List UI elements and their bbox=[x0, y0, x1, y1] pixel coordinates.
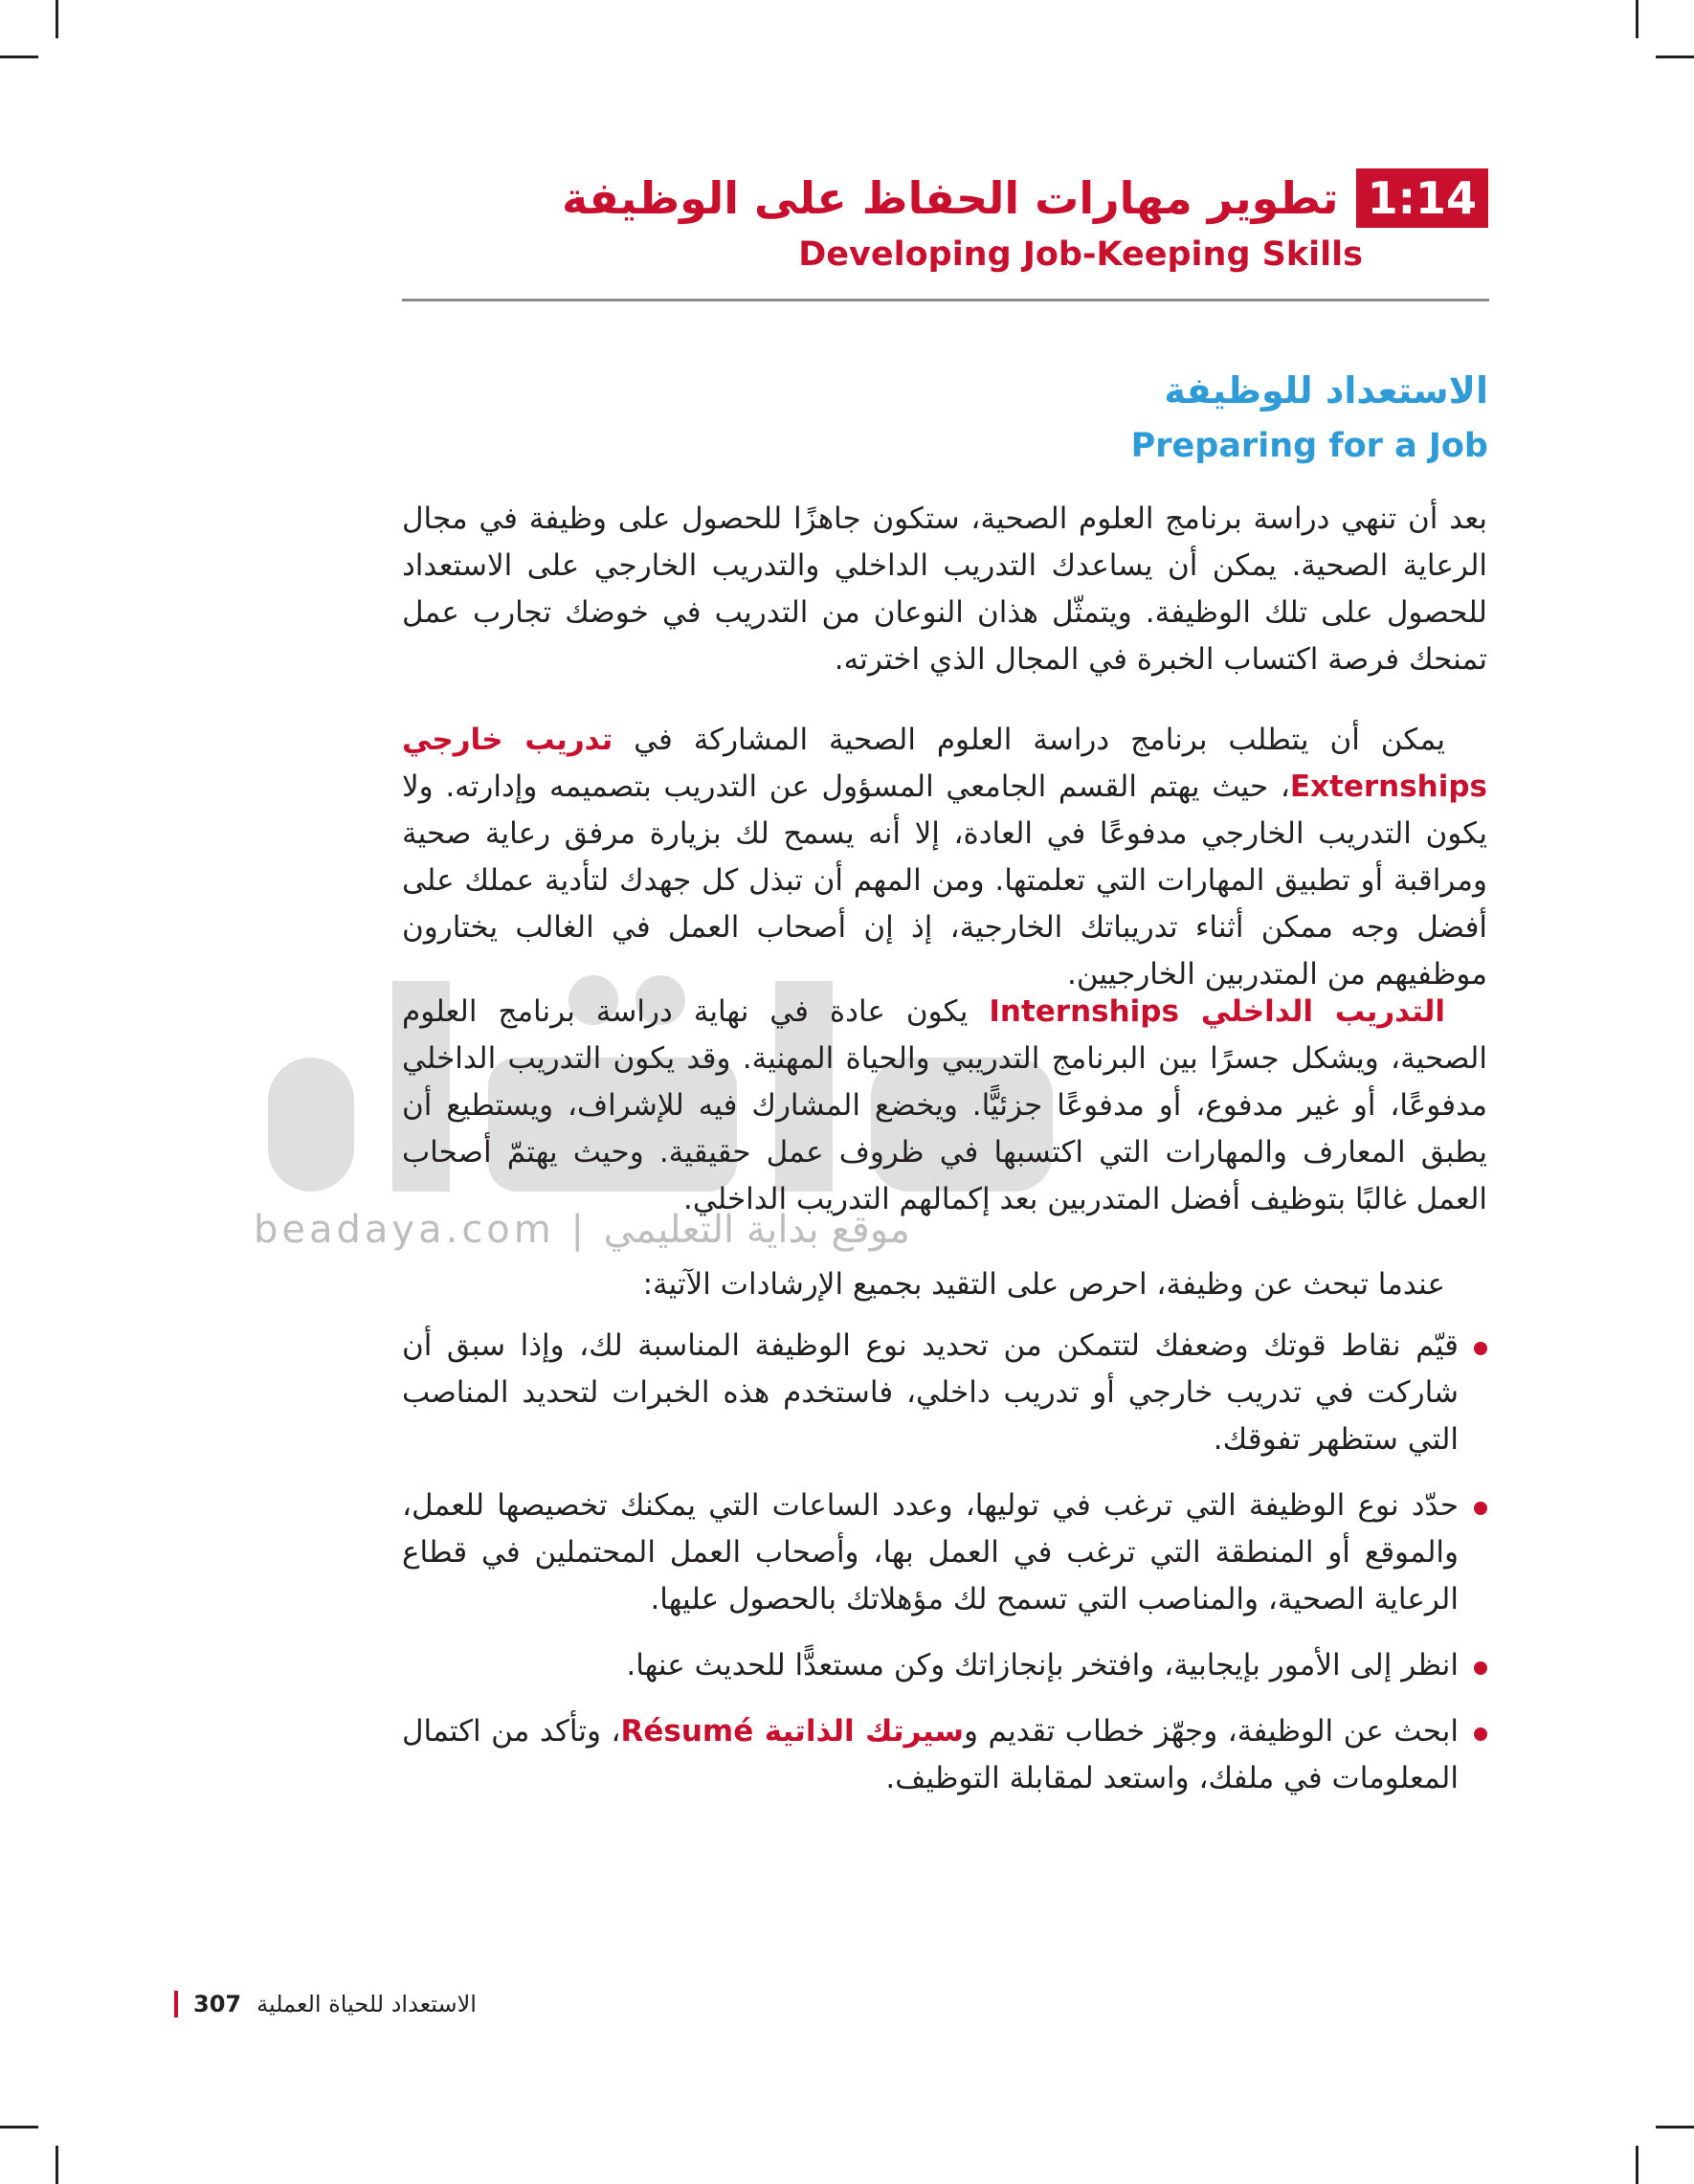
list-item: انظر إلى الأمور بإيجابية، وافتخر بإنجازاتك وكن مستعدًّا للحديث عنها. bbox=[402, 1642, 1487, 1689]
paragraph-guidelines-intro: عندما تبحث عن وظيفة، احرص على التقيد بجميع الإرشادات الآتية: bbox=[642, 1267, 1445, 1302]
crop-mark bbox=[56, 0, 58, 38]
list-item bbox=[402, 1708, 1487, 1802]
crop-mark bbox=[1656, 2126, 1694, 2128]
paragraph-intro: بعد أن تنهي دراسة برنامج العلوم الصحية، ستكون جاهزًا للحصول على وظيفة في مجال الرعاية الصحية. يمكن أن يساعدك التدريب الداخلي والتدريب الخارجي على الاستعداد للحصول على تلك الوظيفة. ويتمثّل هذان النوعان من التدريب في خوضك تجارب عمل تمنحك فرصة اكتساب الخبرة في المجال الذي اخترته. bbox=[402, 501, 1487, 677]
list-item: قيّم نقاط قوتك وضعفك لتتمكن من تحديد نوع الوظيفة المناسبة لك، وإذا سبق أن شاركت في تدريب خارجي أو تدريب داخلي، فاستخدم هذه الخبرات لتحديد المناصب التي ستظهر تفوقك. bbox=[402, 1323, 1487, 1463]
crop-mark bbox=[0, 56, 38, 58]
crop-mark bbox=[1656, 56, 1694, 58]
crop-mark bbox=[56, 2146, 58, 2184]
subsection-title-en: Preparing for a Job bbox=[1130, 427, 1488, 465]
term-externships: تدريب خارجي Externships bbox=[402, 723, 1487, 804]
list-item-text: ، وتأكد من اكتمال المعلومات في ملفك، واستعد لمقابلة التوظيف. bbox=[402, 1714, 1459, 1795]
list-item-text: ابحث عن الوظيفة، وجهّز خطاب تقديم و bbox=[964, 1714, 1459, 1749]
watermark-site-name: موقع بداية التعليمي bbox=[603, 1208, 910, 1252]
term-resume: سيرتك الذاتية Résumé bbox=[620, 1714, 965, 1749]
crop-mark bbox=[0, 2126, 38, 2128]
footer-book-title: الاستعداد للحياة العملية bbox=[256, 1991, 477, 2017]
section-title-ar: تطوير مهارات الحفاظ على الوظيفة bbox=[562, 172, 1339, 224]
paragraph-internships bbox=[402, 989, 1487, 1223]
section-title bbox=[562, 168, 1488, 228]
guidelines-list bbox=[402, 1323, 1487, 1821]
paragraph-text: يمكن أن يتطلب برنامج دراسة العلوم الصحية المشاركة في bbox=[613, 723, 1445, 757]
paragraph-externships bbox=[402, 717, 1487, 998]
crop-mark bbox=[1636, 2146, 1638, 2184]
crop-mark bbox=[1636, 0, 1638, 38]
list-item: حدّد نوع الوظيفة التي ترغب في توليها، وعدد الساعات التي يمكنك تخصيصها للعمل، والموقع أو المنطقة التي ترغب في العمل بها، وأصحاب العمل المحتملين في قطاع الرعاية الصحية، والمناصب التي تسمح لك مؤهلاتك بالحصول عليها. bbox=[402, 1482, 1487, 1623]
title-divider bbox=[402, 299, 1489, 301]
term-internships: التدريب الداخلي Internships bbox=[989, 994, 1446, 1029]
page-number: 307 bbox=[193, 1991, 242, 2017]
footer-divider bbox=[174, 1991, 178, 2017]
watermark-separator: | bbox=[570, 1208, 588, 1252]
paragraph-text: ، حيث يهتم القسم الجامعي المسؤول عن التدريب بتصميمه وإدارته. ولا يكون التدريب الخارجي مدفوعًا في العادة، إلا أنه يسمح لك بزيارة مرفق رعاية صحية ومراقبة أو تطبيق المهارات التي تعلمتها. ومن المهم أن تبذل كل جهدك لتأدية عملك على أفضل وجه ممكن أثناء تدريباتك الخارجية، إذ إن أصحاب العمل في الغالب يختارون موظفيهم من المتدربين الخارجيين. bbox=[402, 769, 1487, 992]
section-title-en: Developing Job-Keeping Skills bbox=[798, 235, 1363, 274]
subsection-title-ar: الاستعداد للوظيفة bbox=[1164, 369, 1488, 412]
page-footer bbox=[174, 1991, 477, 2017]
section-number: 1:14 bbox=[1356, 168, 1488, 228]
watermark-url: beadaya.com bbox=[254, 1208, 555, 1252]
paragraph-text: يكون عادة في نهاية دراسة برنامج العلوم الصحية، ويشكل جسرًا بين البرنامج التدريبي والحياة المهنية. وقد يكون التدريب الداخلي مدفوعًا، أو غير مدفوع، أو مدفوعًا جزئيًّا. ويخضع المشارك فيه للإشراف، ويستطيع أن يطبق المعارف والمهارات التي اكتسبها في ظروف عمل حقيقية. وحيث يهتمّ أصحاب العمل غالبًا بتوظيف أفضل المتدربين بعد إكمالهم التدريب الداخلي. bbox=[402, 994, 1487, 1216]
